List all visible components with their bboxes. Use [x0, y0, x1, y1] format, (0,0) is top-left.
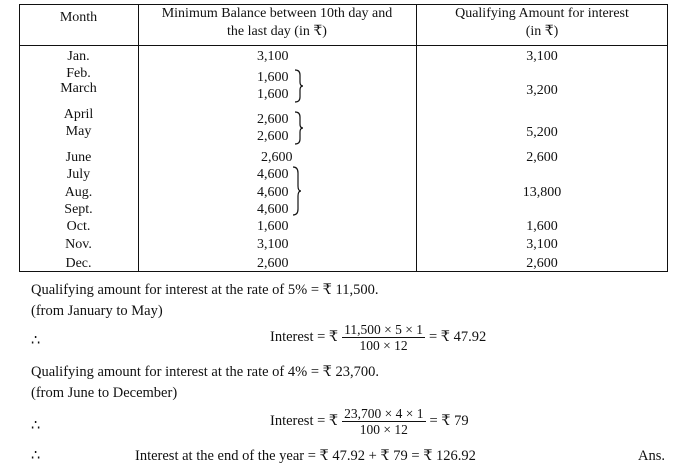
month-cell: Oct.	[66, 219, 91, 234]
balance-cell: 3,100	[257, 237, 289, 252]
fraction	[342, 406, 425, 437]
brace-july-sept	[292, 166, 302, 216]
month-cell: April	[63, 107, 94, 122]
month-cell: June	[65, 150, 92, 165]
brace-april-may	[294, 111, 304, 145]
qualifying-cell: 1,600	[526, 219, 558, 234]
working-line-jan-may: (from January to May)	[31, 303, 163, 319]
fraction-numerator: 23,700 × 4 × 1	[344, 406, 424, 421]
interest-label: Interest = ₹	[270, 329, 339, 345]
month-cell: July	[66, 167, 91, 182]
month-cell: Nov.	[65, 237, 92, 252]
working-line-4pct: Qualifying amount for interest at the rate of 4% = ₹ 23,700.	[31, 364, 379, 380]
balance-cell: 1,600	[257, 70, 289, 85]
interest-formula-1	[270, 322, 486, 353]
balance-cell: 4,600	[257, 167, 289, 182]
working-line-jun-dec: (from June to December)	[31, 385, 178, 401]
month-cell: Aug.	[64, 185, 93, 200]
therefore-symbol: ∴	[31, 418, 41, 434]
balance-cell: 2,600	[257, 129, 289, 144]
header-qualifying-line2: (in ₹)	[525, 24, 559, 39]
month-cell: Sept.	[64, 202, 93, 217]
qualifying-cell: 2,600	[526, 150, 558, 165]
month-cell: May	[65, 124, 92, 139]
balance-cell: 2,600	[257, 256, 289, 271]
header-min-balance-line1: Minimum Balance between 10th day and	[161, 6, 393, 21]
fraction-numerator: 11,500 × 5 × 1	[344, 322, 423, 337]
balance-cell: 3,100	[257, 49, 289, 64]
brace-feb-march	[294, 69, 304, 103]
fraction-denominator: 100 × 12	[359, 422, 408, 437]
qualifying-cell: 3,100	[526, 49, 558, 64]
column-divider-1	[138, 4, 139, 272]
answer-label: Ans.	[638, 448, 665, 464]
fraction-denominator: 100 × 12	[359, 338, 408, 353]
therefore-symbol: ∴	[31, 333, 41, 349]
interest-result: = ₹ 79	[429, 413, 469, 429]
balance-cell: 1,600	[257, 87, 289, 102]
interest-label: Interest = ₹	[270, 413, 339, 429]
month-cell: Jan.	[67, 49, 90, 64]
final-interest-line: Interest at the end of the year = ₹ 47.92 + ₹ 79 = ₹ 126.92	[135, 448, 476, 464]
header-qualifying-line1: Qualifying Amount for interest	[455, 6, 629, 21]
therefore-symbol: ∴	[31, 448, 41, 464]
header-month: Month	[59, 10, 98, 25]
balance-cell: 1,600	[257, 219, 289, 234]
interest-formula-2	[270, 406, 469, 437]
balance-cell: 4,600	[257, 185, 289, 200]
balance-cell: 2,600	[257, 112, 289, 127]
working-line-5pct: Qualifying amount for interest at the rate of 5% = ₹ 11,500.	[31, 282, 379, 298]
header-divider	[19, 45, 668, 46]
month-cell: Dec.	[65, 256, 92, 271]
balance-cell: 4,600	[257, 202, 289, 217]
balance-cell: 2,600	[261, 150, 293, 165]
month-cell: March	[60, 81, 97, 96]
header-min-balance-line2: the last day (in ₹)	[227, 24, 327, 39]
qualifying-cell: 2,600	[526, 256, 558, 271]
qualifying-cell: 3,200	[526, 83, 558, 98]
qualifying-cell: 3,100	[526, 237, 558, 252]
qualifying-cell: 13,800	[522, 185, 562, 200]
fraction	[342, 322, 425, 353]
interest-result: = ₹ 47.92	[429, 329, 487, 345]
month-cell: Feb.	[66, 66, 91, 81]
qualifying-cell: 5,200	[526, 125, 558, 140]
